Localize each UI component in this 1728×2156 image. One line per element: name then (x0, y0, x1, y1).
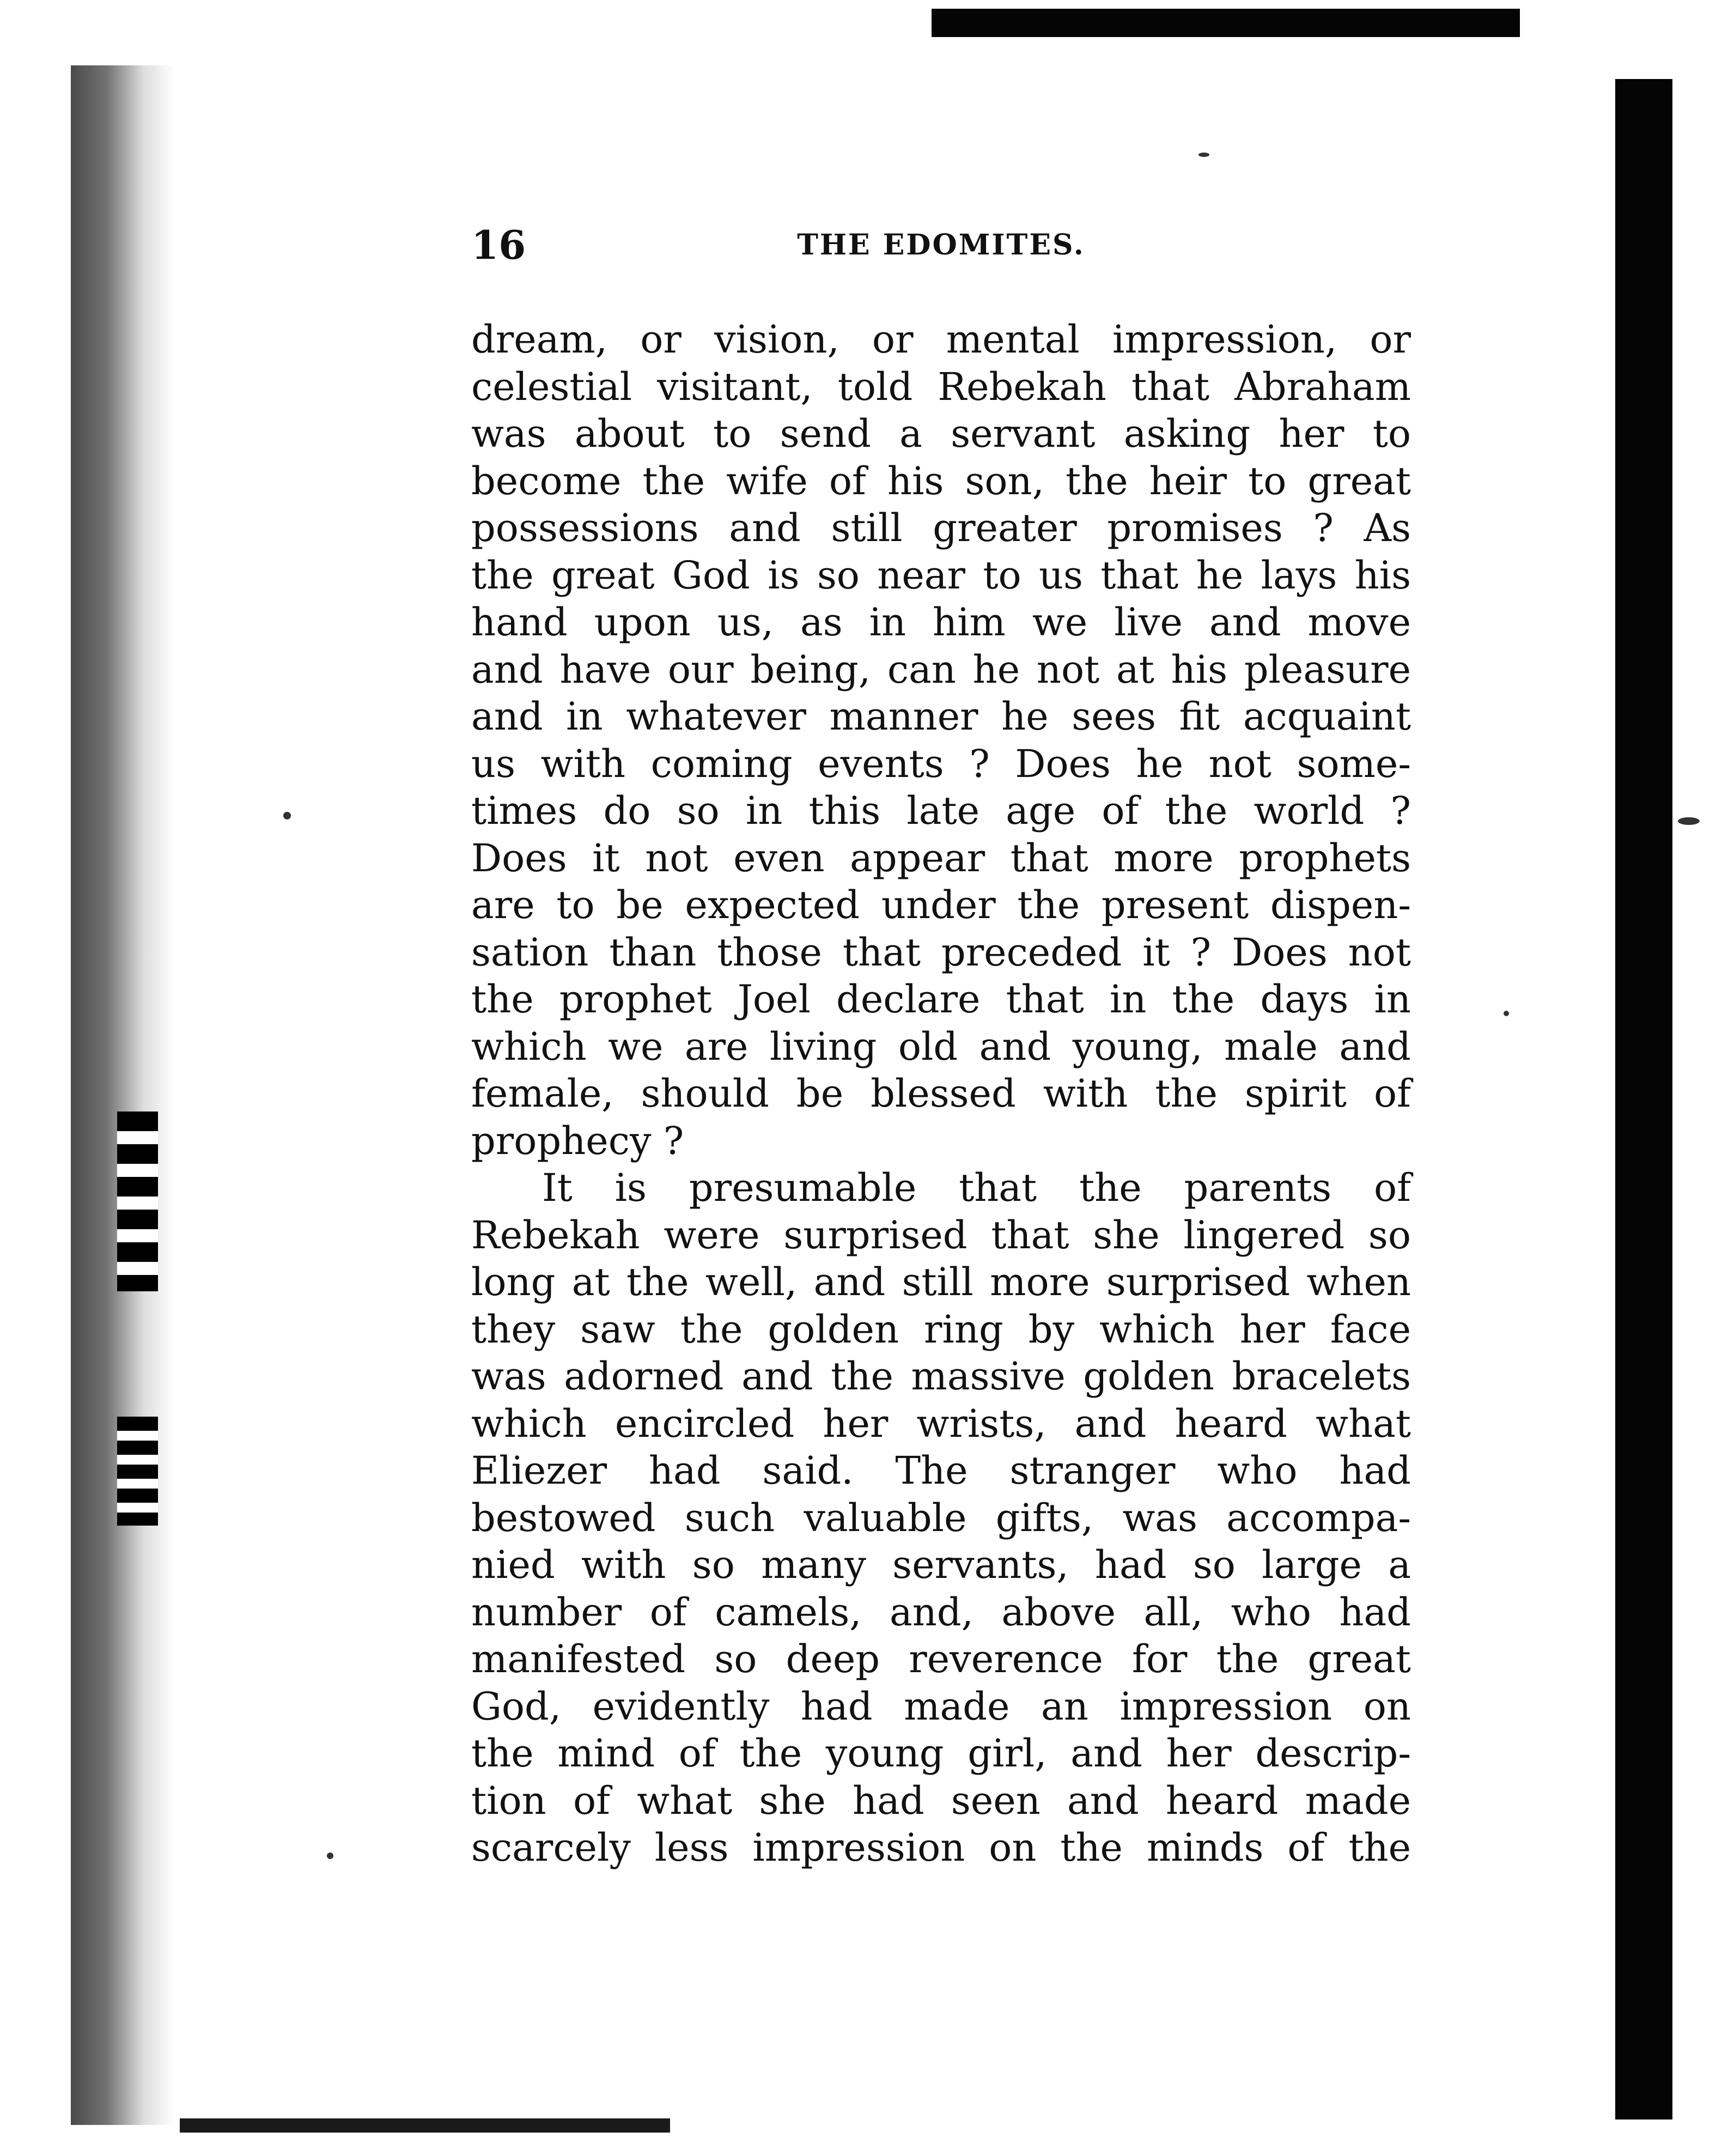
text-line: which we are living old and young, male and (471, 1024, 1411, 1069)
text-line: the mind of the young girl, and her descrip- (471, 1731, 1411, 1776)
scan-left-edge-shadow (71, 65, 174, 2125)
page-header (471, 221, 1411, 270)
text-line: God, evidently had made an impression on (471, 1684, 1411, 1729)
running-head: THE EDOMITES. (797, 228, 1085, 262)
scan-left-edge-marks (117, 1112, 158, 1291)
scan-speck (1504, 1011, 1509, 1016)
text-line: number of camels, and, above all, who had (471, 1589, 1411, 1635)
scan-left-edge-marks-lower (117, 1417, 158, 1526)
text-line: and have our being, can he not at his pleasure (471, 647, 1411, 692)
text-line: us with coming events ? Does he not some- (471, 741, 1411, 786)
scan-speck (283, 812, 291, 819)
text-line: dream, or vision, or mental impression, or (471, 317, 1411, 362)
text-line: bestowed such valuable gifts, was accompa- (471, 1495, 1411, 1540)
text-line: female, should be blessed with the spirit of (471, 1071, 1411, 1116)
text-line: was adorned and the massive golden bracelets (471, 1354, 1411, 1399)
text-line: sation than those that preceded it ? Does not (471, 930, 1411, 975)
text-line: was about to send a servant asking her to (471, 411, 1411, 456)
text-line: It is presumable that the parents of (542, 1165, 1411, 1210)
text-line: and in whatever manner he sees fit acquaint (471, 694, 1411, 739)
body-text (471, 316, 1411, 1872)
text-line: hand upon us, as in him we live and move (471, 600, 1411, 645)
page-number: 16 (471, 222, 526, 268)
text-line: Eliezer had said. The stranger who had (471, 1448, 1411, 1493)
text-line: manifested so deep reverence for the great (471, 1637, 1411, 1681)
text-line: scarcely less impression on the minds of the (471, 1825, 1411, 1870)
text-line: the prophet Joel declare that in the days in (471, 977, 1411, 1022)
text-line: times do so in this late age of the world ? (471, 788, 1411, 833)
text-line: they saw the golden ring by which her face (471, 1307, 1411, 1352)
scan-bottom-edge-shadow (180, 2118, 670, 2133)
scan-speck (327, 1853, 333, 1859)
text-line: prophecy ? (471, 1118, 684, 1163)
scan-right-edge-shadow (1615, 79, 1672, 2119)
text-line: celestial visitant, told Rebekah that Abraham (471, 364, 1411, 409)
text-line: possessions and still greater promises ? As (471, 506, 1411, 550)
text-line: nied with so many servants, had so large a (471, 1542, 1411, 1587)
text-line: Does it not even appear that more prophets (471, 835, 1411, 880)
scan-top-edge-shadow (932, 9, 1520, 37)
text-line: which encircled her wrists, and heard what (471, 1401, 1411, 1446)
paragraph-1 (471, 316, 1411, 1164)
text-line: become the wife of his son, the heir to great (471, 458, 1411, 503)
text-line: tion of what she had seen and heard made (471, 1778, 1411, 1823)
text-line: long at the well, and still more surprised when (471, 1260, 1411, 1304)
text-line: the great God is so near to us that he lays his (471, 552, 1411, 598)
paragraph-2 (471, 1164, 1411, 1872)
scan-speck (1678, 817, 1700, 825)
text-line: are to be expected under the present dispen- (471, 883, 1411, 927)
scan-speck (1198, 153, 1209, 157)
text-line: Rebekah were surprised that she lingered so (471, 1212, 1411, 1258)
